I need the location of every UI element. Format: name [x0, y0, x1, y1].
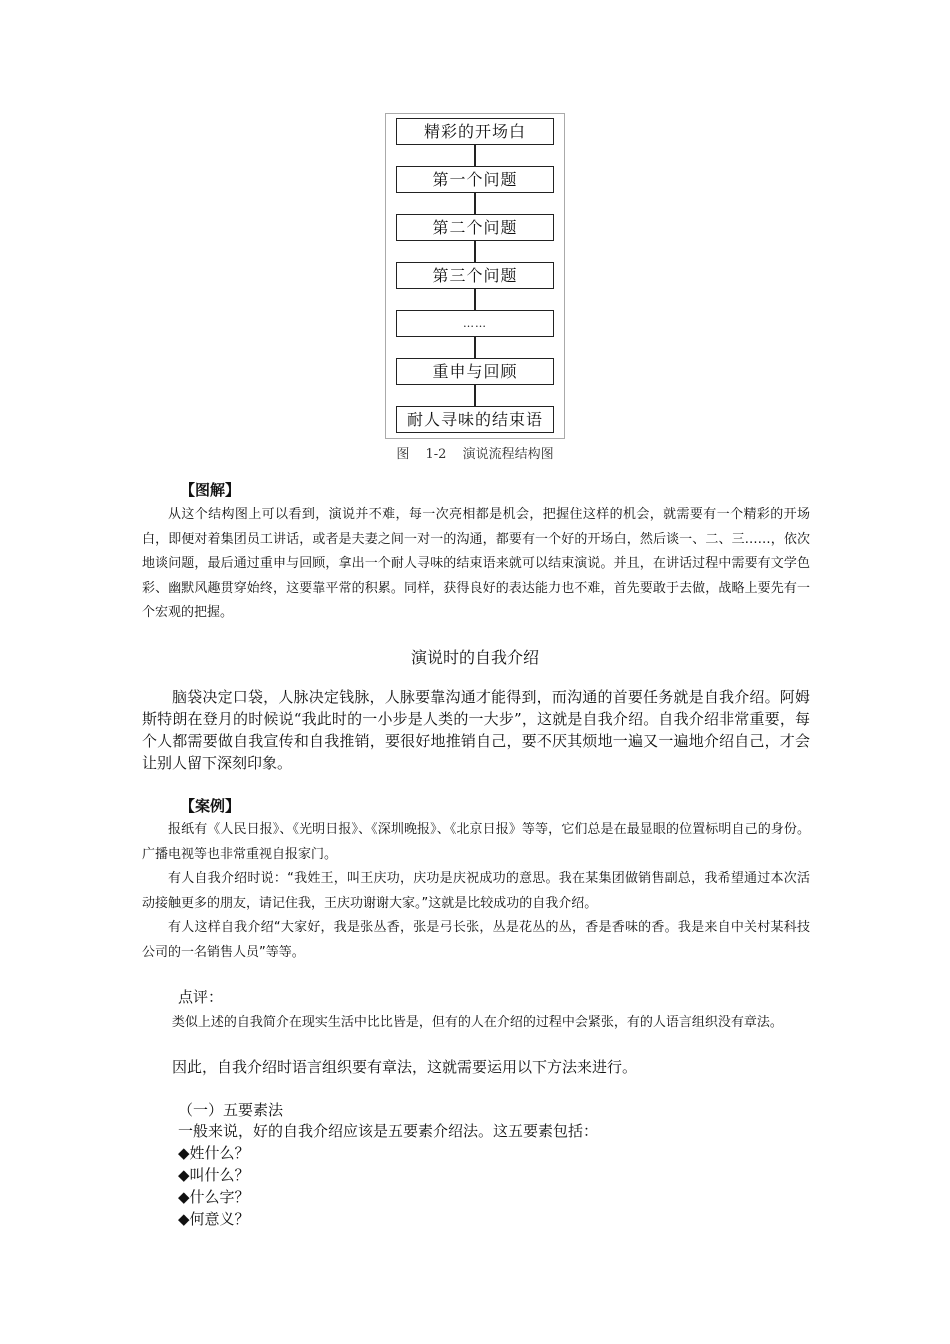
flow-connector: [474, 241, 476, 262]
list-item: ◆叫什么？: [178, 1166, 250, 1184]
case-paragraph-newspapers: 报纸有《人民日报》、《光明日报》、《深圳晚报》、《北京日报》等等，它们总是在最显眼的位置标明自己的身份。广播电视等也非常重视自报家门。: [142, 822, 810, 862]
flow-connector: [474, 289, 476, 310]
illustration-paragraph: 从这个结构图上可以看到，演说并不难，每一次亮相都是机会，把握住这样的机会，就需要有一个精彩的开场白，即便对着集团员工讲话，或者是夫妻之间一对一的沟通，都要有一个好的开场白，然后谈一、二、三……，依次地谈问题，最后通过重申与回顾，拿出一个耐人寻味的结束语来就可以结束演说。并且，在讲话过程中需要有文学色彩、幽默风趣贯穿始终，这要靠平常的积累。同样，获得良好的表达能力也不难，首先要敢于去做，战略上要先有一个宏观的把握。: [142, 507, 810, 620]
flow-box-recap: 重申与回顾: [396, 358, 554, 385]
method-intro: 一般来说，好的自我介绍应该是五要素介绍法。这五要素包括：: [178, 1122, 599, 1140]
method-heading: （一）五要素法: [178, 1101, 284, 1119]
case-paragraph-wang: 有人自我介绍时说：“我姓王，叫王庆功，庆功是庆祝成功的意思。我在某集团做销售副总，我希望通过本次活动接触更多的朋友，请记住我，王庆功谢谢大家。”这就是比较成功的自我介绍。: [142, 871, 810, 911]
flow-box-third-question: 第三个问题: [396, 262, 554, 289]
list-item: ◆姓什么？: [178, 1144, 250, 1162]
flow-connector: [474, 385, 476, 406]
list-item: ◆何意义？: [178, 1210, 250, 1228]
flow-box-opening: 精彩的开场白: [396, 118, 554, 145]
section-title: 演说时的自我介绍: [410, 648, 539, 667]
flow-box-first-question: 第一个问题: [396, 166, 554, 193]
flow-box-closing: 耐人寻味的结束语: [396, 406, 554, 433]
section-heading-illustration: 【图解】: [180, 481, 241, 499]
case-paragraph-zhang: 有人这样自我介绍“大家好，我是张丛香，张是弓长张，丛是花丛的丛，香是香味的香。我是来自中关村某科技公司的一名销售人员”等等。: [142, 920, 810, 960]
comment-paragraph: 类似上述的自我简介在现实生活中比比皆是，但有的人在介绍的过程中会紧张，有的人语言组织没有章法。: [171, 1015, 783, 1030]
flow-connector: [474, 337, 476, 358]
figure-caption: 图 1-2 演说流程结构图: [396, 447, 554, 462]
flow-connector: [474, 193, 476, 214]
list-item: ◆什么字？: [178, 1188, 250, 1206]
flow-box-ellipsis: ……: [396, 310, 554, 337]
section-heading-case: 【案例】: [180, 797, 241, 815]
flow-box-second-question: 第二个问题: [396, 214, 554, 241]
method-lead-paragraph: 因此，自我介绍时语言组织要有章法，这就需要运用以下方法来进行。: [172, 1058, 638, 1076]
flow-connector: [474, 145, 476, 166]
comment-label: 点评：: [178, 988, 224, 1006]
intro-paragraph: 脑袋决定口袋，人脉决定钱脉，人脉要靠沟通才能得到，而沟通的首要任务就是自我介绍。阿姆斯特朗在登月的时候说“我此时的一小步是人类的一大步”，这就是自我介绍。自我介绍非常重要，每个人都需要做自我宣传和自我推销，要很好地推销自己，要不厌其烦地一遍又一遍地介绍自己，才会让别人留下深刻印象。: [142, 688, 810, 772]
